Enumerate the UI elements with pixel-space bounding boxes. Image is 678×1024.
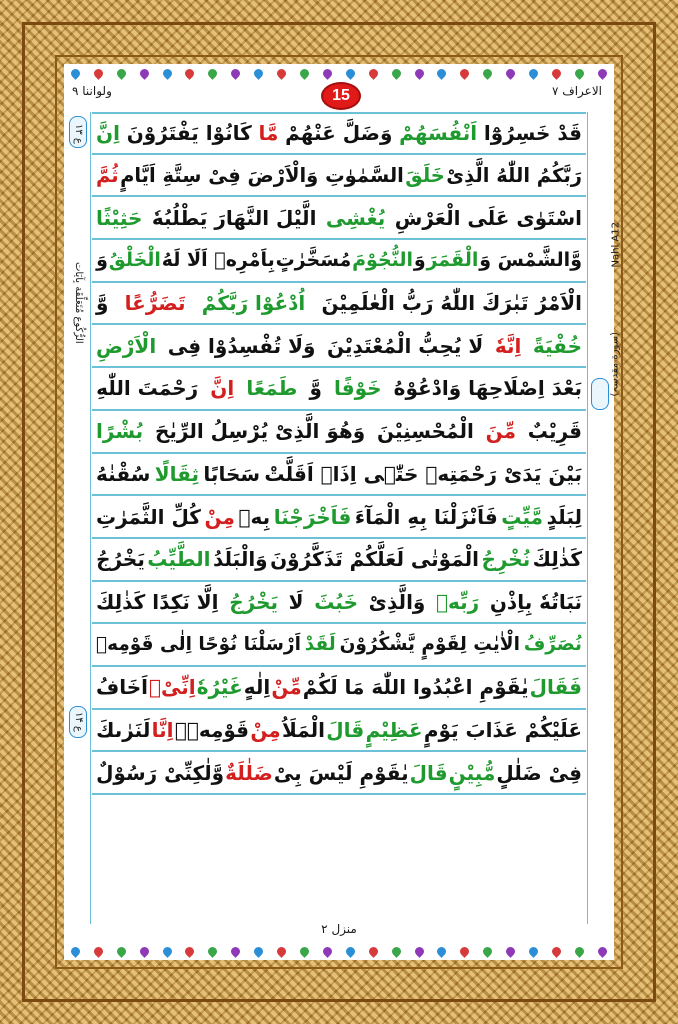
manzil-footer: منزل ۲ [321,922,357,936]
verse-word: یٰقَوْمِ اعْبُدُوا اللّٰهَ مَا لَكُمْ [302,675,529,700]
verse-word: اِنِّیْۤ [149,675,196,700]
verse-word: رَحْمَتَ اللّٰهِ [96,376,199,401]
verse-word: یٰقَوْمِ لَیْسَ بِیْ [273,760,409,785]
verse-word: بَعْدَ اِصْلَاحِهَا وَادْعُوْهُ [393,376,582,401]
verse-word: بِهٖ [238,504,271,529]
verse-word: حَثِیْثًا [96,205,143,230]
verse-word: قَالَ [326,717,365,742]
verse-word: اَخَافُ [96,675,149,700]
juz-label: ولواننا ۹ [72,84,112,98]
verse-word: النُّجُوْمَ [352,249,414,272]
verse-line [92,539,586,582]
verse-word: الْمَلَاُ [282,717,325,742]
verse-word: مُّبِیْنٍ [448,760,496,785]
top-ornament-strip [64,66,614,80]
verse-line [92,624,586,667]
right-margin-label: Nahl A12 [610,222,621,268]
verse-word: نَبَاتُهٗ بِاِذْنِ [489,589,582,614]
verse-word: بُشْرًا [96,419,144,444]
verse-word: خُفْیَةً [532,333,582,358]
verse-word: فِیْ ضَلٰلٍ [496,760,582,785]
verse-line [92,368,586,411]
verse-word: لَنَرٰىكَ [96,717,151,742]
verse-word: الطَّیِّبُ [147,547,211,572]
verse-word: الْاَمْرُ تَبٰرَكَ اللّٰهُ رَبُّ الْعٰلَمِیْنَ [321,291,582,316]
verse-word: اِلٰهٍ [243,675,271,700]
verse-lines [92,112,586,924]
verse-word: ثِقَالًا [154,461,200,486]
verse-word: الْقَمَرَ [426,249,479,272]
verse-word: لَقَدْ [304,634,336,656]
left-margin-column [64,112,91,924]
verse-word: الْمَوْتٰی لَعَلَّكُمْ تَذَكَّرُوْنَ [270,547,479,572]
verse-line [92,155,586,198]
ruku-marker-right [591,378,609,410]
verse-word: بَیْنَ یَدَیْ رَحْمَتِهٖ حَتّٰۤی اِذَاۤ اَقَلَّتْ [264,461,582,486]
verse-word: نُصَرِّفُ [523,634,582,656]
verse-word: رَبِّهٖ [436,589,480,614]
verse-word: اِنَّ [96,121,120,146]
verse-word: لِبَلَدٍ [546,504,582,529]
verse-word: وَّ [96,291,109,316]
verse-word: كَذٰلِكَ [532,547,582,572]
verse-line [92,667,586,710]
verse-word: عَظِیْمٍ [365,717,423,742]
verse-line [92,112,586,155]
verse-word: وَ [96,249,108,272]
verse-word: مِّنَ [485,419,516,444]
verse-word: وَّالشَّمْسَ وَ [479,249,582,272]
verse-line [92,283,586,326]
verse-word: اِنَّ [210,376,235,401]
verse-word: قَدْ خَسِرُوْٓا [483,121,582,146]
verse-line [92,710,586,753]
verse-line [92,582,586,625]
verse-word: یُغْشِی [325,205,386,230]
verse-word: نُخْرِجُ [481,547,531,572]
verse-word: فَقَالَ [529,675,582,700]
verse-word: طَمَعًا [246,376,298,401]
verse-word: قَوْمِهٖۤ [174,717,249,742]
verse-line [92,454,586,497]
verse-word: خَبُثَ [314,589,358,614]
verse-word: ثُمَّ [96,163,119,187]
verse-word: یَخْرُجُ [229,589,278,614]
verse-word: وَضَلَّ عَنْهُمْ [285,121,393,146]
surah-label: الاعراف ۷ [552,84,602,98]
left-ruku-bottom: ع ۱۴ [73,712,84,732]
verse-word: الْاَرْضِ [96,333,157,358]
verse-word: لَا [288,589,304,614]
verse-word: كَانُوْا يَفْتَرُوْنَ [126,121,252,146]
verse-word: لَا یُحِبُّ الْمُعْتَدِیْنَ [327,333,484,358]
verse-word: السَّمٰوٰتِ وَالْاَرْضَ فِیْ سِتَّةِ اَیَّامٍ [120,163,404,187]
verse-word: بِاَمْرِهٖ اَلَا لَهُ [161,249,275,272]
page-header [64,82,614,108]
verse-word: اِنَّا [151,717,174,742]
verse-word: غَیْرُهٗ [196,675,243,700]
verse-word: مَّا [258,121,279,146]
verse-word: تَضَرُّعًا [124,291,186,316]
verse-word: قَالَ [409,760,448,785]
verse-line [92,197,586,240]
verse-line [92,325,586,368]
right-margin-note: (سورة مقدسہ) [610,332,621,397]
verse-word: قَرِیْبٌ [527,419,582,444]
left-ruku-top: ع ۱۳ [73,124,84,144]
verse-word: مُسَخَّرٰتٍ [275,249,352,272]
verse-word: وَ [413,249,426,272]
verse-line [92,240,586,283]
verse-word: رَبَّكُمُ اللّٰهُ الَّذِیْ [446,163,582,187]
left-margin-note: الرُّكُوع مُتَعَلِّقَة بِآيَات [73,262,84,344]
verse-word: اِنَّهٗ [494,333,522,358]
verse-word: خَلَقَ [405,163,445,187]
right-margin-column [587,112,621,924]
verse-word: اِلَّا نَكِدًا كَذٰلِكَ [96,589,219,614]
verse-word: ضَلٰلَةٌ [225,760,273,785]
verse-line [92,496,586,539]
verse-word: عَلَیْكُمْ عَذَابَ یَوْمٍ [423,717,582,742]
verse-word: وَّلٰكِنِّیْ رَسُوْلٌ [96,760,225,785]
verse-word: الَّیْلَ النَّهَارَ یَطْلُبُهٗ [151,205,317,230]
verse-word: وَهُوَ الَّذِیْ یُرْسِلُ الرِّیٰحَ [154,419,366,444]
verse-word: اسْتَوٰی عَلَی الْعَرْشِ [394,205,582,230]
verse-word: اَنْفُسَهُمْ [399,121,478,146]
verse-word: خَوْفًا [334,376,382,401]
verse-word: فَاَنْزَلْنَا بِهِ الْمَآءَ [354,504,498,529]
verse-word: یَخْرُجُ [96,547,145,572]
verse-word: مَّیِّتٍ [501,504,544,529]
verse-word: وَلَا تُفْسِدُوْا فِی [167,333,316,358]
page-number-badge: 15 [321,82,361,110]
verse-word: مِّنْ [271,675,302,700]
verse-word: الْخَلْقُ [108,249,161,272]
verse-word: وَالَّذِیْ [368,589,426,614]
verse-word: اُدْعُوْا رَبَّكُمْ [201,291,306,316]
verse-word: سُقْنٰهُ [96,461,151,486]
verse-word: الْاٰیٰتِ لِقَوْمٍ یَّشْكُرُوْنَ [339,634,520,656]
verse-word: كُلِّ الثَّمَرٰتِ [96,504,201,529]
mushaf-page [64,64,621,960]
verse-word: اَرْسَلْنَا نُوْحًا اِلٰی قَوْمِهٖ [96,634,301,656]
bottom-ornament-strip [64,944,614,958]
verse-word: مِنْ [204,504,235,529]
verse-word: مِنْ [250,717,281,742]
verse-line [92,411,586,454]
verse-word: فَاَخْرَجْنَا [273,504,352,529]
verse-word: سَحَابًا [203,461,261,486]
verse-word: وَّ [309,376,322,401]
verse-line [92,752,586,795]
verse-word: الْمُحْسِنِیْنَ [376,419,474,444]
verse-word: وَالْبَلَدُ [212,547,268,572]
